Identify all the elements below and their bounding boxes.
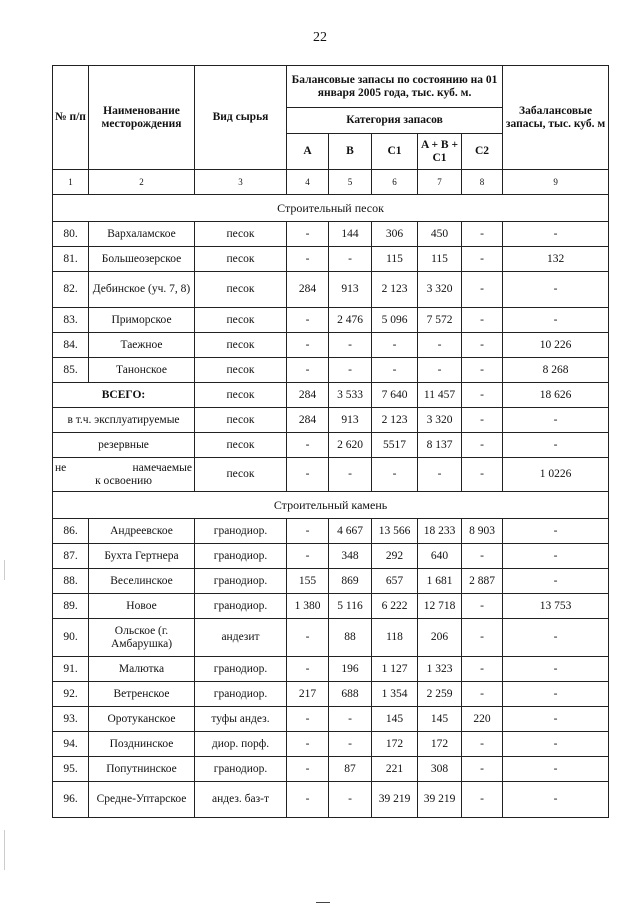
total-label-line2: к освоению (95, 474, 152, 487)
value-abc1: 12 718 (418, 594, 462, 619)
value-off: - (503, 308, 609, 333)
col-header-raw: Вид сырья (195, 66, 287, 170)
value-abc1: 2 259 (418, 682, 462, 707)
table-row (53, 222, 609, 247)
deposit-name: Ветренское (89, 682, 195, 707)
value-b: 87 (329, 757, 372, 782)
row-number: 90. (53, 619, 89, 657)
value-c2: - (462, 308, 503, 333)
value-off: - (503, 757, 609, 782)
value-off: - (503, 619, 609, 657)
table-row (53, 308, 609, 333)
value-c1: 292 (372, 544, 418, 569)
table-row (53, 757, 609, 782)
value-a: - (287, 433, 329, 458)
raw-type: песок (195, 383, 287, 408)
value-c1: 13 566 (372, 519, 418, 544)
value-abc1: 11 457 (418, 383, 462, 408)
value-off: - (503, 682, 609, 707)
deposit-name: Веселинское (89, 569, 195, 594)
value-a: - (287, 732, 329, 757)
raw-type: песок (195, 272, 287, 308)
value-c2: - (462, 619, 503, 657)
raw-type: гранодиор. (195, 594, 287, 619)
value-off: - (503, 519, 609, 544)
value-abc1: 172 (418, 732, 462, 757)
raw-type: туфы андез. (195, 707, 287, 732)
value-off: - (503, 657, 609, 682)
col-header-name: Наименование месторождения (89, 66, 195, 170)
value-a: - (287, 782, 329, 818)
value-abc1: 8 137 (418, 433, 462, 458)
value-c1: - (372, 358, 418, 383)
col-number: 4 (287, 170, 329, 195)
value-c1: 2 123 (372, 272, 418, 308)
value-b: 196 (329, 657, 372, 682)
col-number: 6 (372, 170, 418, 195)
col-header-c2: C2 (462, 134, 503, 170)
total-label: ВСЕГО: (53, 383, 195, 408)
row-number: 96. (53, 782, 89, 818)
table-row (53, 619, 609, 657)
table-row (53, 594, 609, 619)
value-a: 284 (287, 408, 329, 433)
value-c2: 2 887 (462, 569, 503, 594)
value-b: - (329, 358, 372, 383)
raw-type: песок (195, 308, 287, 333)
value-b: 2 620 (329, 433, 372, 458)
total-label: в т.ч. эксплуатируемые (53, 408, 195, 433)
value-abc1: 1 323 (418, 657, 462, 682)
col-header-a: A (287, 134, 329, 170)
value-a: - (287, 619, 329, 657)
value-a: - (287, 333, 329, 358)
row-number: 87. (53, 544, 89, 569)
value-a: - (287, 707, 329, 732)
row-number: 92. (53, 682, 89, 707)
row-number: 83. (53, 308, 89, 333)
value-off: 1 0226 (503, 458, 609, 492)
value-abc1: 308 (418, 757, 462, 782)
raw-type: песок (195, 333, 287, 358)
scan-footer-mark (316, 902, 330, 903)
value-a: 155 (287, 569, 329, 594)
value-c1: 2 123 (372, 408, 418, 433)
col-number: 3 (195, 170, 287, 195)
value-off: - (503, 222, 609, 247)
value-a: - (287, 308, 329, 333)
deposit-name: Приморское (89, 308, 195, 333)
value-c1: - (372, 458, 418, 492)
col-header-b: B (329, 134, 372, 170)
value-b: 4 667 (329, 519, 372, 544)
row-number: 84. (53, 333, 89, 358)
value-c2: - (462, 358, 503, 383)
value-a: 1 380 (287, 594, 329, 619)
table-row (53, 333, 609, 358)
value-b: 688 (329, 682, 372, 707)
value-c2: - (462, 333, 503, 358)
value-c1: - (372, 333, 418, 358)
raw-type: андез. баз-т (195, 782, 287, 818)
raw-type: песок (195, 358, 287, 383)
col-number: 5 (329, 170, 372, 195)
value-off: - (503, 272, 609, 308)
deposit-name: Оротуканское (89, 707, 195, 732)
raw-type: песок (195, 222, 287, 247)
col-number: 8 (462, 170, 503, 195)
total-label-word: намечаемые (132, 461, 192, 474)
value-abc1: 3 320 (418, 272, 462, 308)
total-row (53, 458, 609, 492)
value-c2: - (462, 222, 503, 247)
value-c2: - (462, 657, 503, 682)
value-abc1: 3 320 (418, 408, 462, 433)
value-off: 8 268 (503, 358, 609, 383)
value-c2: - (462, 247, 503, 272)
value-off: - (503, 433, 609, 458)
deposit-name: Ольское (г. Амбарушка) (89, 619, 195, 657)
value-off: - (503, 408, 609, 433)
value-c1: 6 222 (372, 594, 418, 619)
value-abc1: 640 (418, 544, 462, 569)
col-header-abc1: A + B + C1 (418, 134, 462, 170)
raw-type: гранодиор. (195, 657, 287, 682)
value-c1: 1 354 (372, 682, 418, 707)
value-a: 284 (287, 383, 329, 408)
total-label-word: не (55, 461, 67, 474)
raw-type: гранодиор. (195, 569, 287, 594)
value-a: - (287, 458, 329, 492)
value-c1: 39 219 (372, 782, 418, 818)
value-c1: 7 640 (372, 383, 418, 408)
value-c2: - (462, 732, 503, 757)
value-b: - (329, 333, 372, 358)
value-c1: 221 (372, 757, 418, 782)
row-number: 89. (53, 594, 89, 619)
value-c2: - (462, 757, 503, 782)
value-c1: 657 (372, 569, 418, 594)
value-a: - (287, 247, 329, 272)
value-c2: - (462, 272, 503, 308)
col-header-category: Категория запасов (287, 108, 503, 134)
value-off: - (503, 569, 609, 594)
deposit-name: Таежное (89, 333, 195, 358)
value-c1: 145 (372, 707, 418, 732)
value-a: - (287, 544, 329, 569)
table-row (53, 707, 609, 732)
value-b: - (329, 782, 372, 818)
value-c1: 5517 (372, 433, 418, 458)
value-b: - (329, 247, 372, 272)
deposit-name: Танонское (89, 358, 195, 383)
total-row (53, 433, 609, 458)
value-b: 913 (329, 408, 372, 433)
deposit-name: Новое (89, 594, 195, 619)
raw-type: гранодиор. (195, 757, 287, 782)
deposit-name: Дебинское (уч. 7, 8) (89, 272, 195, 308)
value-off: 10 226 (503, 333, 609, 358)
value-off: 13 753 (503, 594, 609, 619)
row-number: 94. (53, 732, 89, 757)
table-row (53, 272, 609, 308)
value-c1: 1 127 (372, 657, 418, 682)
table-row (53, 247, 609, 272)
section-title: Строительный камень (53, 492, 609, 519)
value-c1: 306 (372, 222, 418, 247)
value-c2: 8 903 (462, 519, 503, 544)
deposit-name: Большеозерское (89, 247, 195, 272)
value-c1: 118 (372, 619, 418, 657)
value-a: - (287, 358, 329, 383)
raw-type: диор. порф. (195, 732, 287, 757)
value-b: 3 533 (329, 383, 372, 408)
value-abc1: - (418, 333, 462, 358)
value-off: - (503, 782, 609, 818)
col-number: 1 (53, 170, 89, 195)
value-abc1: - (418, 358, 462, 383)
value-abc1: 206 (418, 619, 462, 657)
row-number: 81. (53, 247, 89, 272)
raw-type: андезит (195, 619, 287, 657)
raw-type: песок (195, 408, 287, 433)
total-label: резервные (53, 433, 195, 458)
value-off: - (503, 707, 609, 732)
value-abc1: 1 681 (418, 569, 462, 594)
deposit-name: Средне-Уптарское (89, 782, 195, 818)
value-c2: - (462, 594, 503, 619)
table-row (53, 732, 609, 757)
raw-type: песок (195, 458, 287, 492)
row-number: 82. (53, 272, 89, 308)
deposit-name: Попутнинское (89, 757, 195, 782)
value-abc1: - (418, 458, 462, 492)
deposit-name: Андреевское (89, 519, 195, 544)
row-number: 93. (53, 707, 89, 732)
total-label (53, 458, 195, 492)
section-title: Строительный песок (53, 195, 609, 222)
table-row (53, 519, 609, 544)
value-c2: - (462, 782, 503, 818)
section-stone-rows (53, 519, 609, 818)
value-b: - (329, 707, 372, 732)
scan-edge-mark (4, 560, 5, 580)
row-number: 86. (53, 519, 89, 544)
value-off: - (503, 732, 609, 757)
value-c2: - (462, 544, 503, 569)
value-c1: 172 (372, 732, 418, 757)
value-b: 913 (329, 272, 372, 308)
value-b: 5 116 (329, 594, 372, 619)
col-number: 9 (503, 170, 609, 195)
value-a: - (287, 222, 329, 247)
row-number: 91. (53, 657, 89, 682)
deposit-name: Бухта Гертнера (89, 544, 195, 569)
col-header-c1: C1 (372, 134, 418, 170)
value-a: 217 (287, 682, 329, 707)
column-number-row (53, 170, 609, 195)
col-number: 2 (89, 170, 195, 195)
table-row (53, 544, 609, 569)
value-abc1: 145 (418, 707, 462, 732)
deposit-name: Позднинское (89, 732, 195, 757)
value-b: 348 (329, 544, 372, 569)
table-row (53, 657, 609, 682)
value-off: 18 626 (503, 383, 609, 408)
value-c2: - (462, 433, 503, 458)
table-row (53, 569, 609, 594)
value-abc1: 7 572 (418, 308, 462, 333)
section-sand-totals (53, 383, 609, 492)
value-c2: 220 (462, 707, 503, 732)
row-number: 95. (53, 757, 89, 782)
value-b: 869 (329, 569, 372, 594)
value-abc1: 115 (418, 247, 462, 272)
section-header (53, 492, 609, 519)
value-a: - (287, 519, 329, 544)
value-c2: - (462, 383, 503, 408)
value-b: - (329, 732, 372, 757)
row-number: 80. (53, 222, 89, 247)
value-a: 284 (287, 272, 329, 308)
total-row (53, 383, 609, 408)
value-off: - (503, 544, 609, 569)
value-c2: - (462, 408, 503, 433)
section-sand-rows (53, 222, 609, 383)
table-row (53, 682, 609, 707)
row-number: 85. (53, 358, 89, 383)
col-header-offbalance: Забалансовые запасы, тыс. куб. м (503, 66, 609, 170)
total-row (53, 408, 609, 433)
section-header (53, 195, 609, 222)
col-header-no: № п/п (53, 66, 89, 170)
row-number: 88. (53, 569, 89, 594)
raw-type: гранодиор. (195, 544, 287, 569)
value-c1: 115 (372, 247, 418, 272)
value-abc1: 450 (418, 222, 462, 247)
value-abc1: 18 233 (418, 519, 462, 544)
value-b: 2 476 (329, 308, 372, 333)
deposit-name: Вархаламское (89, 222, 195, 247)
value-c2: - (462, 458, 503, 492)
value-abc1: 39 219 (418, 782, 462, 818)
raw-type: гранодиор. (195, 519, 287, 544)
value-c2: - (462, 682, 503, 707)
total-label-line1 (55, 462, 192, 475)
value-off: 132 (503, 247, 609, 272)
table-row (53, 782, 609, 818)
col-number: 7 (418, 170, 462, 195)
raw-type: гранодиор. (195, 682, 287, 707)
raw-type: песок (195, 433, 287, 458)
value-c1: 5 096 (372, 308, 418, 333)
scan-edge-mark (4, 830, 5, 870)
raw-type: песок (195, 247, 287, 272)
value-a: - (287, 657, 329, 682)
deposit-name: Малютка (89, 657, 195, 682)
value-b: 88 (329, 619, 372, 657)
value-b: 144 (329, 222, 372, 247)
value-b: - (329, 458, 372, 492)
table-row (53, 358, 609, 383)
col-header-balance: Балансовые запасы по состоянию на 01 января 2005 года, тыс. куб. м. (287, 66, 503, 108)
reserves-table (52, 65, 609, 818)
page-number: 22 (313, 30, 327, 45)
value-a: - (287, 757, 329, 782)
